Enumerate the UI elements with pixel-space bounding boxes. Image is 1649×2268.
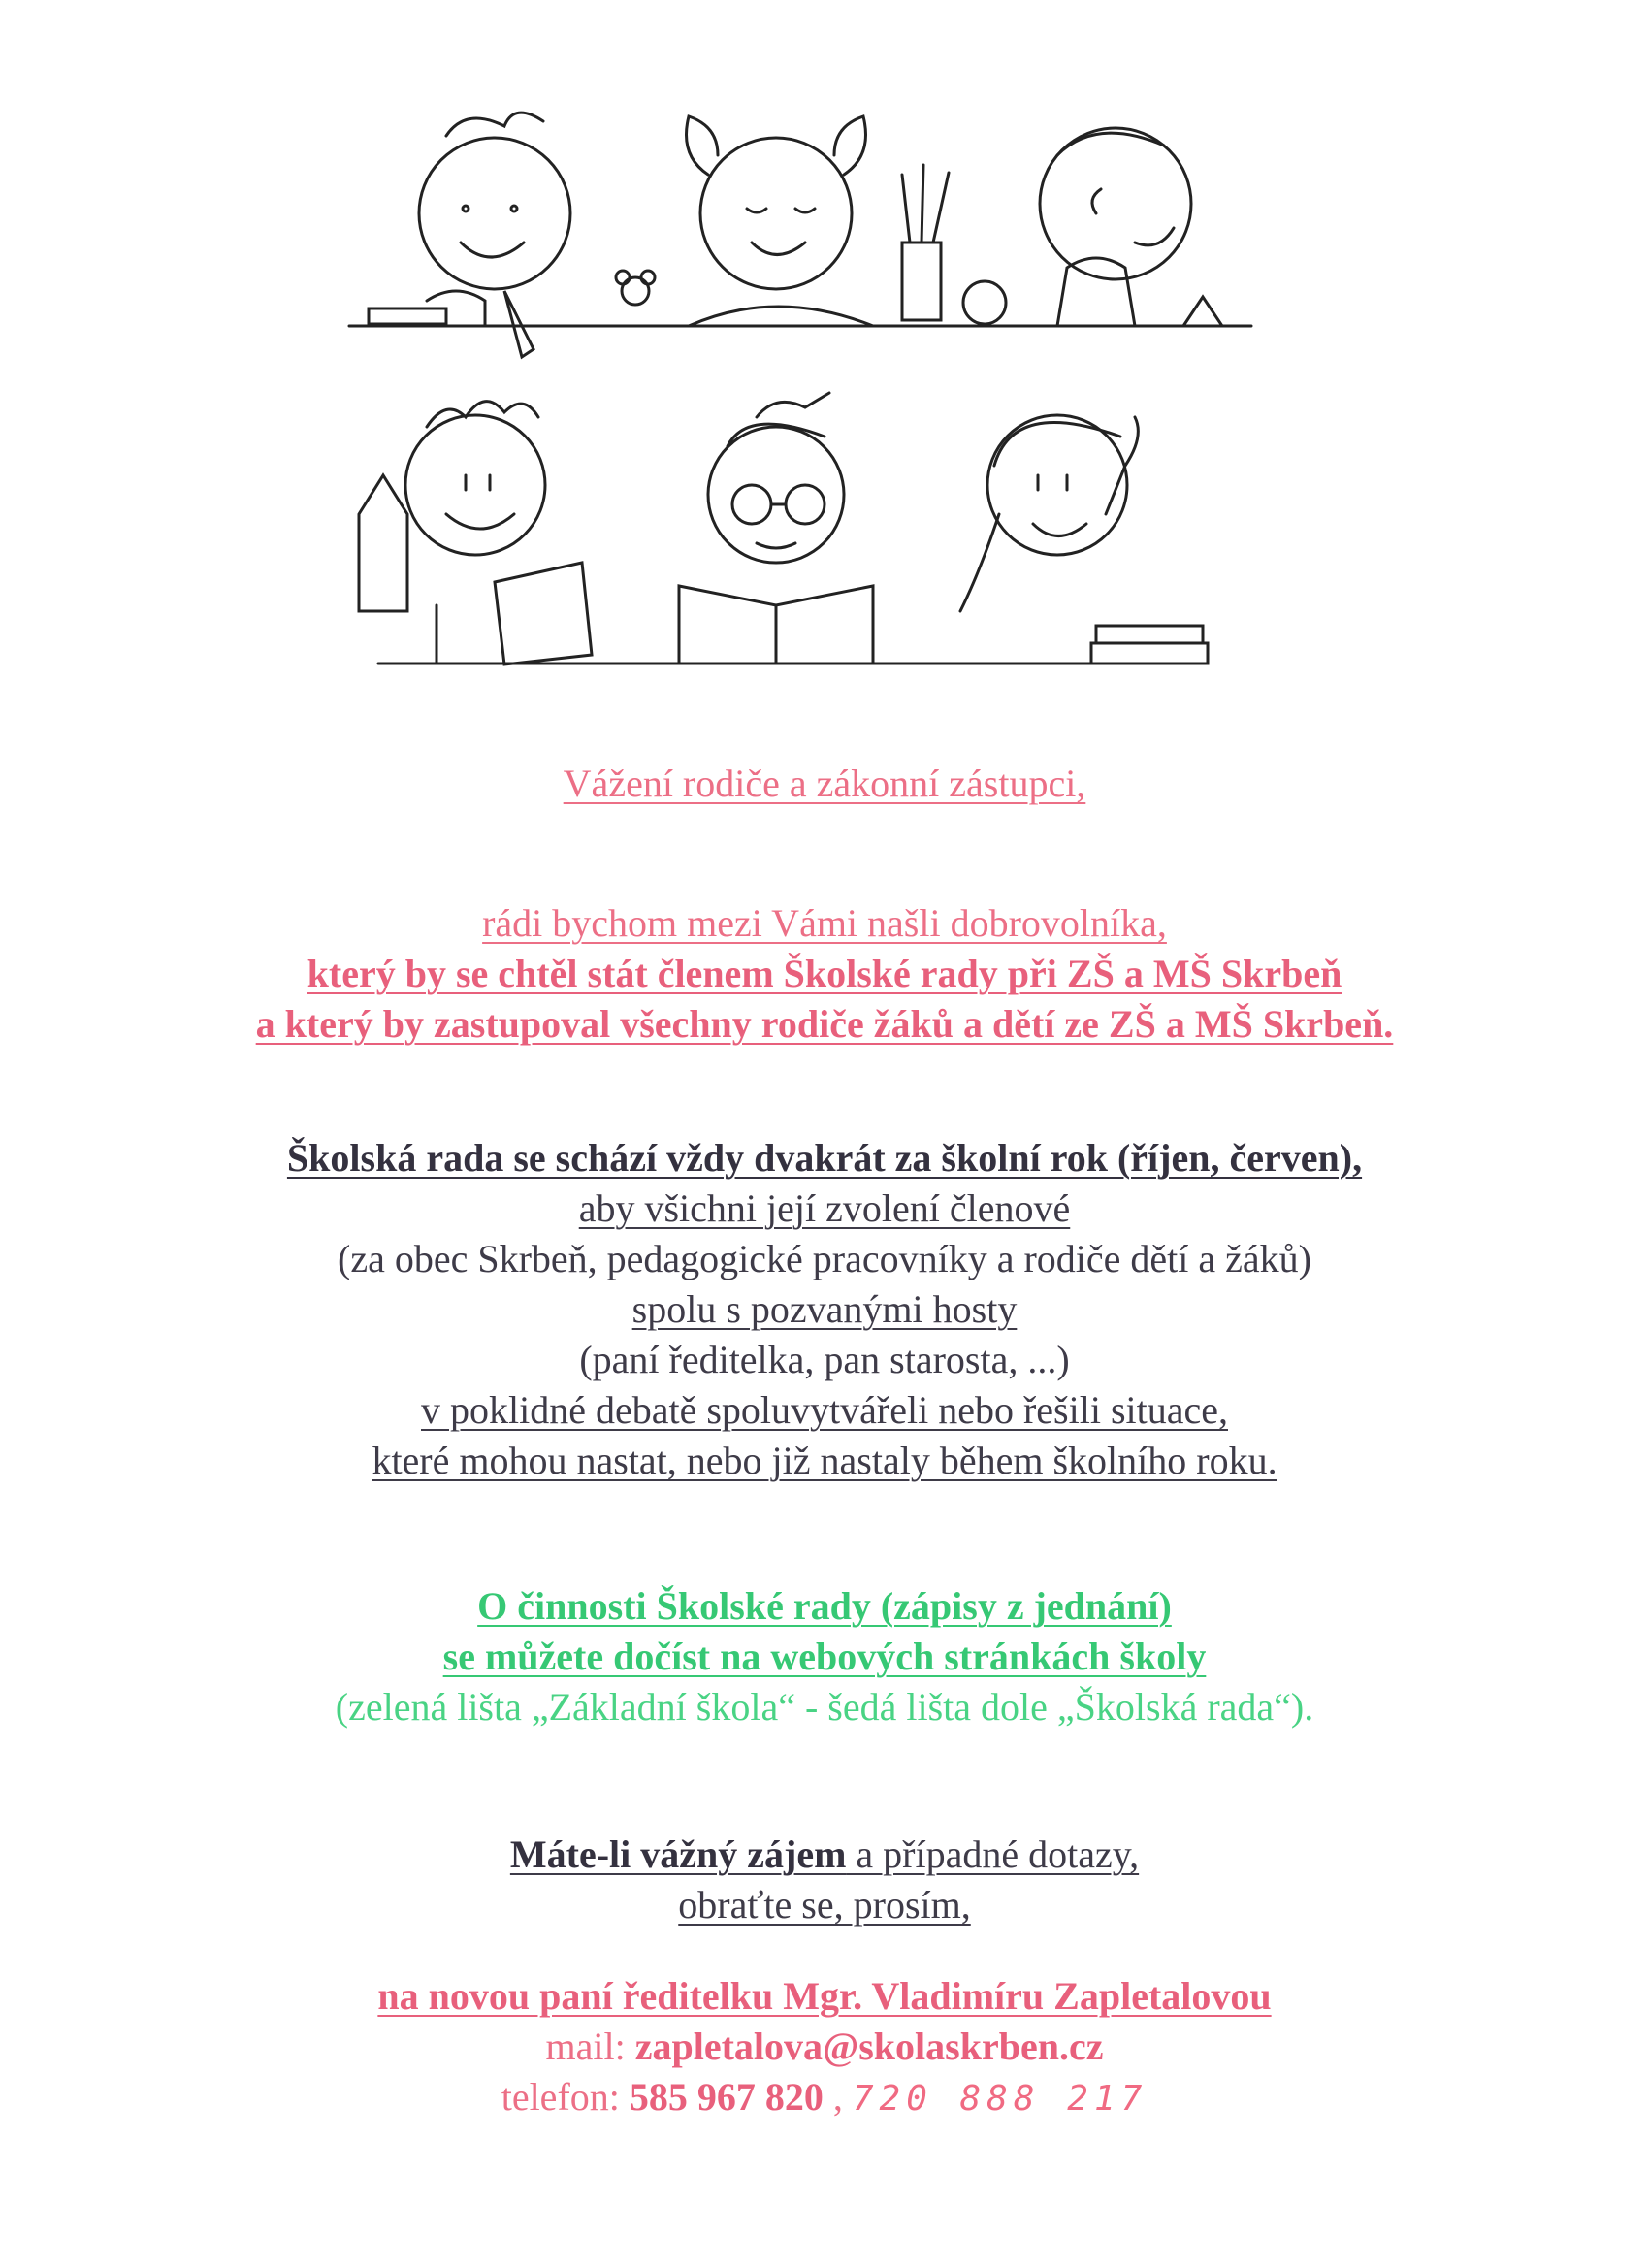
meetings-line-1: Školská rada se schází vždy dvakrát za školní rok (říjen, červen), xyxy=(286,1136,1363,1180)
greeting-block xyxy=(0,759,1649,809)
children-illustration xyxy=(320,97,1271,679)
mail-label: mail: xyxy=(545,2025,635,2068)
kid-6 xyxy=(960,415,1208,664)
interest-bold: Máte-li vážný zájem xyxy=(509,1832,847,1876)
interest-rest: a případné dotazy, xyxy=(846,1832,1140,1876)
meetings-line-3: (za obec Skrbeň, pedagogické pracovníky a rodiče dětí a žáků) xyxy=(338,1237,1311,1280)
meetings-line-6: v poklidné debatě spoluvytvářeli nebo řešili situace, xyxy=(421,1388,1228,1432)
web-line-1: O činnosti Školské rady (zápisy z jednání) xyxy=(477,1584,1172,1628)
phone-value: 585 967 820 xyxy=(629,2075,824,2119)
web-block xyxy=(0,1581,1649,1733)
kid-5 xyxy=(679,393,873,664)
mail-line xyxy=(0,2022,1649,2072)
meetings-line-7: které mohou nastat, nebo již nastaly během školního roku. xyxy=(372,1439,1277,1482)
web-line-2: se můžete dočíst na webových stránkách školy xyxy=(442,1635,1207,1678)
intro-block xyxy=(0,898,1649,1050)
phone-line xyxy=(0,2072,1649,2124)
meetings-line-5: (paní ředitelka, pan starosta, ...) xyxy=(579,1338,1070,1381)
interest-line xyxy=(0,1830,1649,1880)
director-block xyxy=(0,1971,1649,2124)
meetings-block xyxy=(0,1133,1649,1486)
kid-1 xyxy=(369,113,570,357)
intro-line-3: a který by zastupoval všechny rodiče žáků a dětí ze ZŠ a MŠ Skrbeň. xyxy=(255,1002,1394,1046)
phone-handwritten: 720 888 217 xyxy=(852,2079,1148,2119)
please-line: obraťte se, prosím, xyxy=(678,1883,971,1927)
kid-3 xyxy=(1040,128,1222,326)
phone-label: telefon: xyxy=(501,2075,630,2119)
meetings-line-2: aby všichni její zvolení členové xyxy=(578,1186,1071,1230)
kid-2 xyxy=(616,116,1006,326)
mail-value: zapletalova@skolaskrben.cz xyxy=(634,2025,1104,2068)
meetings-line-4: spolu s pozvanými hosty xyxy=(631,1287,1018,1331)
intro-line-1: rádi bychom mezi Vámi našli dobrovolníka, xyxy=(482,901,1167,945)
intro-line-2: který by se chtěl stát členem Školské rady při ZŠ a MŠ Skrbeň xyxy=(307,952,1342,995)
director-line: na novou paní ředitelku Mgr. Vladimíru Zapletalovou xyxy=(377,1974,1272,2018)
kid-4 xyxy=(359,402,592,664)
contact-block xyxy=(0,1830,1649,1930)
greeting: Vážení rodiče a zákonní zástupci, xyxy=(563,761,1086,805)
web-line-3: (zelená lišta „Základní škola“ - šedá lišta dole „Školská rada“). xyxy=(335,1685,1314,1729)
phone-separator: , xyxy=(823,2075,853,2119)
